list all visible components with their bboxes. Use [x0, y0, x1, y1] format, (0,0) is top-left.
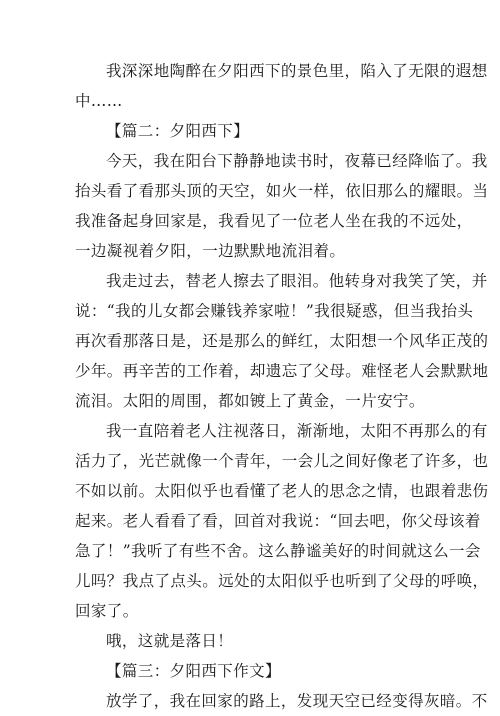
section-heading: 【篇三：夕阳西下作文】	[106, 662, 281, 680]
paragraph-line: 我一直陪着老人注视落日，渐渐地，太阳不再那么的有	[106, 422, 488, 440]
paragraph-line: 不如以前。太阳似乎也看懂了老人的思念之情，也跟着悲伤	[75, 482, 489, 500]
paragraph-line: 再次看那落日是，还是那么的鲜红，太阳想一个风华正茂的	[75, 332, 489, 350]
paragraph-line: 今天，我在阳台下静静地读书时，夜幕已经降临了。我	[106, 152, 488, 170]
paragraph-line: 放学了，我在回家的路上，发现天空已经变得灰暗。不	[106, 692, 488, 710]
paragraph-line: 说：“我的儿女都会赚钱养家啦！”我很疑惑，但当我抬头	[75, 302, 474, 320]
paragraph-line: 回家了。	[75, 602, 139, 620]
section-heading: 【篇二：夕阳西下】	[106, 122, 250, 140]
paragraph-line: 儿吗？我点了点头。远处的太阳似乎也听到了父母的呼唤，	[75, 572, 489, 590]
document-body	[75, 56, 489, 716]
paragraph-line: 抬头看了看那头顶的天空，如火一样，依旧那么的耀眼。当	[75, 182, 489, 200]
paragraph-line: 一边凝视着夕阳，一边默默地流泪着。	[75, 242, 346, 260]
intro-line: 中……	[75, 92, 123, 110]
paragraph-line: 我准备起身回家是，我看见了一位老人坐在我的不远处，	[75, 212, 473, 230]
paragraph-line: 哦，这就是落日！	[106, 632, 234, 650]
paragraph-line: 流泪。太阳的周围，都如镀上了黄金，一片安宁。	[75, 392, 425, 410]
paragraph-line: 少年。再辛苦的工作着，却遗忘了父母。难怪老人会默默地	[75, 362, 489, 380]
paragraph-line: 起来。老人看看了看，回首对我说：“回去吧，你父母该着	[75, 512, 481, 530]
paragraph-line: 活力了，光芒就像一个青年，一会儿之间好像老了许多，也	[75, 452, 489, 470]
intro-line: 我深深地陶醉在夕阳西下的景色里，陷入了无限的遐想	[106, 62, 488, 80]
paragraph-line: 我走过去，替老人擦去了眼泪。他转身对我笑了笑，并	[106, 272, 488, 290]
paragraph-line: 急了！”我听了有些不舍。这么静谧美好的时间就这么一会	[75, 542, 481, 560]
